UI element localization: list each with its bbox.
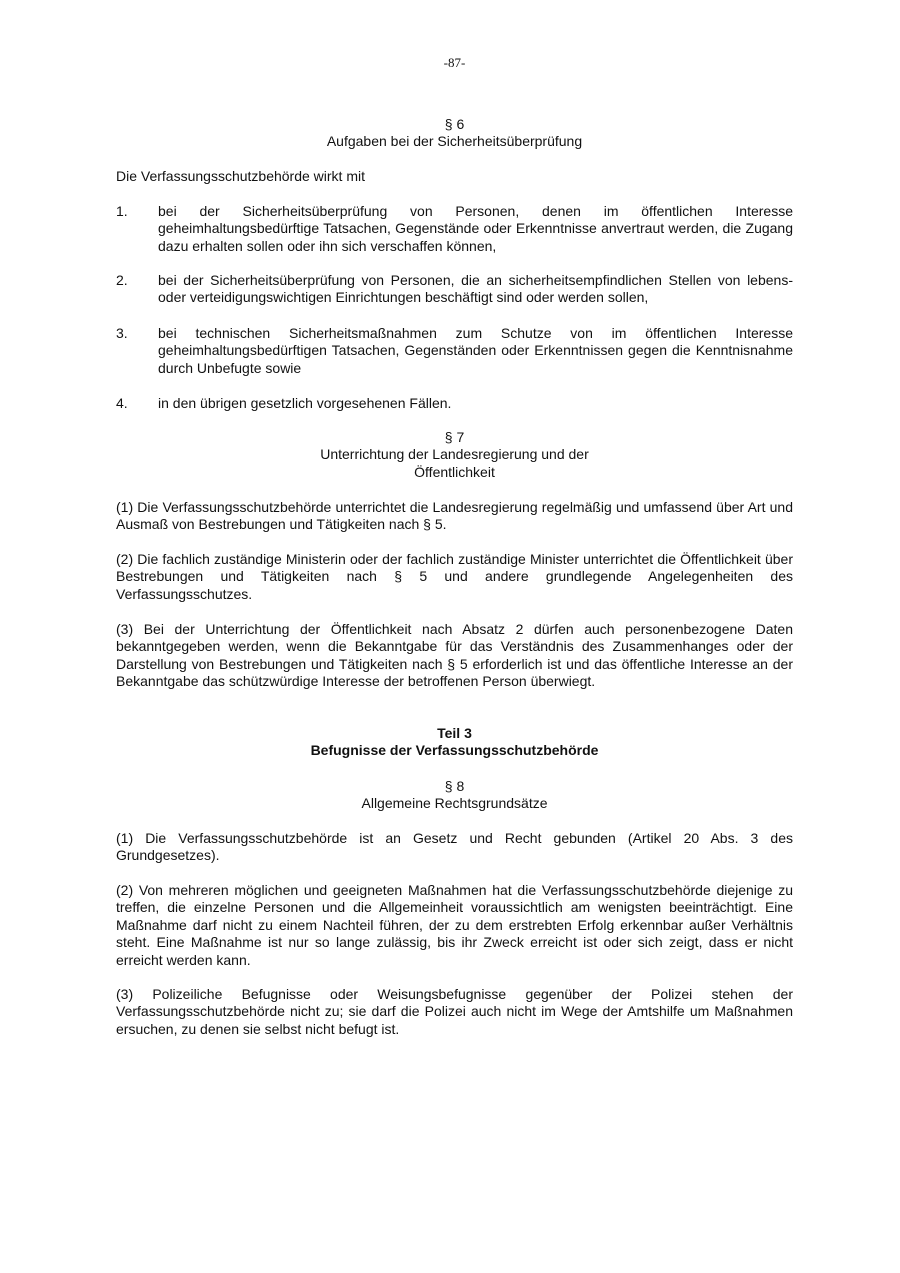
list-item-number: 2. [116, 272, 128, 288]
list-item-number: 3. [116, 325, 128, 341]
section-7-title-line2: Öffentlichkeit [414, 463, 495, 480]
section-6-intro: Die Verfassungsschutzbehörde wirkt mit [116, 168, 365, 184]
section-7-paragraph-3: (3) Bei der Unterrichtung der Öffentlichkeit nach Absatz 2 dürfen auch personenbezogene Daten bekanntgegeben werden, wenn die Bekanntgabe für das Verständnis des Zusammenhanges oder der Darstellung von Bestrebungen und Tätigkeiten nach § 5 erforderlich ist und das öffentliche Interesse an der Bekanntgabe das schützwürdige Interesse der betroffenen Person überwiegt. [116, 621, 793, 690]
section-7-number: § 7 [444, 429, 465, 445]
section-8-paragraph-1: (1) Die Verfassungsschutzbehörde ist an Gesetz und Recht gebunden (Artikel 20 Abs. 3 des Grundgesetzes). [116, 830, 793, 864]
list-item-text: bei technischen Sicherheitsmaßnahmen zum Schutze von im öffentlichen Interesse geheimhaltungsbedürftigen Tatsachen, Gegenständen oder Erkenntnissen gegen die Kenntnisnahme durch Unbefugte sowie [158, 325, 793, 376]
section-7-paragraph-2: (2) Die fachlich zuständige Ministerin oder der fachlich zuständige Minister unterrichtet die Öffentlichkeit über Bestrebungen und Tätigkeiten nach § 5 und andere grundlegende Angelegenheiten des Verfassungsschutzes. [116, 551, 793, 602]
section-8-paragraph-2: (2) Von mehreren möglichen und geeigneten Maßnahmen hat die Verfassungsschutzbehörde diejenige zu treffen, die einzelne Personen und die Allgemeinheit voraussichtlich am wenigsten beeinträchtigt. Eine Maßnahme darf nicht zu einem Nachteil führen, der zu dem erstrebten Erfolg erkennbar außer Verhältnis steht. Eine Maßnahme ist nur so lange zulässig, bis ihr Zweck erreicht ist oder sich zeigt, dass er nicht erreicht werden kann. [116, 882, 793, 968]
list-item [116, 272, 793, 307]
section-7-paragraph-1: (1) Die Verfassungsschutzbehörde unterrichtet die Landesregierung regelmäßig und umfassend über Art und Ausmaß von Bestrebungen und Tätigkeiten nach § 5. [116, 499, 793, 533]
page-number: -87- [443, 55, 466, 70]
list-item [116, 395, 793, 412]
part-3-label: Teil 3 [437, 725, 472, 741]
section-8-title: Allgemeine Rechtsgrundsätze [361, 795, 548, 812]
section-8-heading [116, 778, 793, 813]
list-item [116, 203, 793, 255]
list-item-number: 4. [116, 395, 128, 411]
list-item-number: 1. [116, 203, 128, 219]
part-3-title: Befugnisse der Verfassungsschutzbehörde [310, 742, 599, 759]
list-item [116, 325, 793, 377]
list-item-text: in den übrigen gesetzlich vorgesehenen Fällen. [158, 395, 452, 411]
section-6-number: § 6 [444, 116, 465, 132]
section-8-paragraph-3: (3) Polizeiliche Befugnisse oder Weisungsbefugnisse gegenüber der Polizei stehen der Verfassungsschutzbehörde nicht zu; sie darf die Polizei auch nicht im Wege der Amtshilfe um Maßnahmen ersuchen, zu denen sie selbst nicht befugt ist. [116, 986, 793, 1037]
part-3-heading [116, 725, 793, 760]
section-6-title: Aufgaben bei der Sicherheitsüberprüfung [326, 133, 583, 150]
section-7-title-line1: Unterrichtung der Landesregierung und der [320, 446, 589, 463]
section-6-heading [116, 116, 793, 151]
section-7-heading [116, 429, 793, 481]
section-8-number: § 8 [444, 778, 465, 794]
list-item-text: bei der Sicherheitsüberprüfung von Personen, die an sicherheitsempfindlichen Stellen von lebens- oder verteidigungswichtigen Einrichtungen beschäftigt sind oder werden sollen, [158, 272, 793, 306]
list-item-text: bei der Sicherheitsüberprüfung von Personen, denen im öffentlichen Interesse geheimhaltungsbedürftige Tatsachen, Gegenstände oder Erkenntnisse anvertraut werden, die Zugang dazu erhalten sollen oder ihn sich verschaffen können, [158, 203, 793, 254]
